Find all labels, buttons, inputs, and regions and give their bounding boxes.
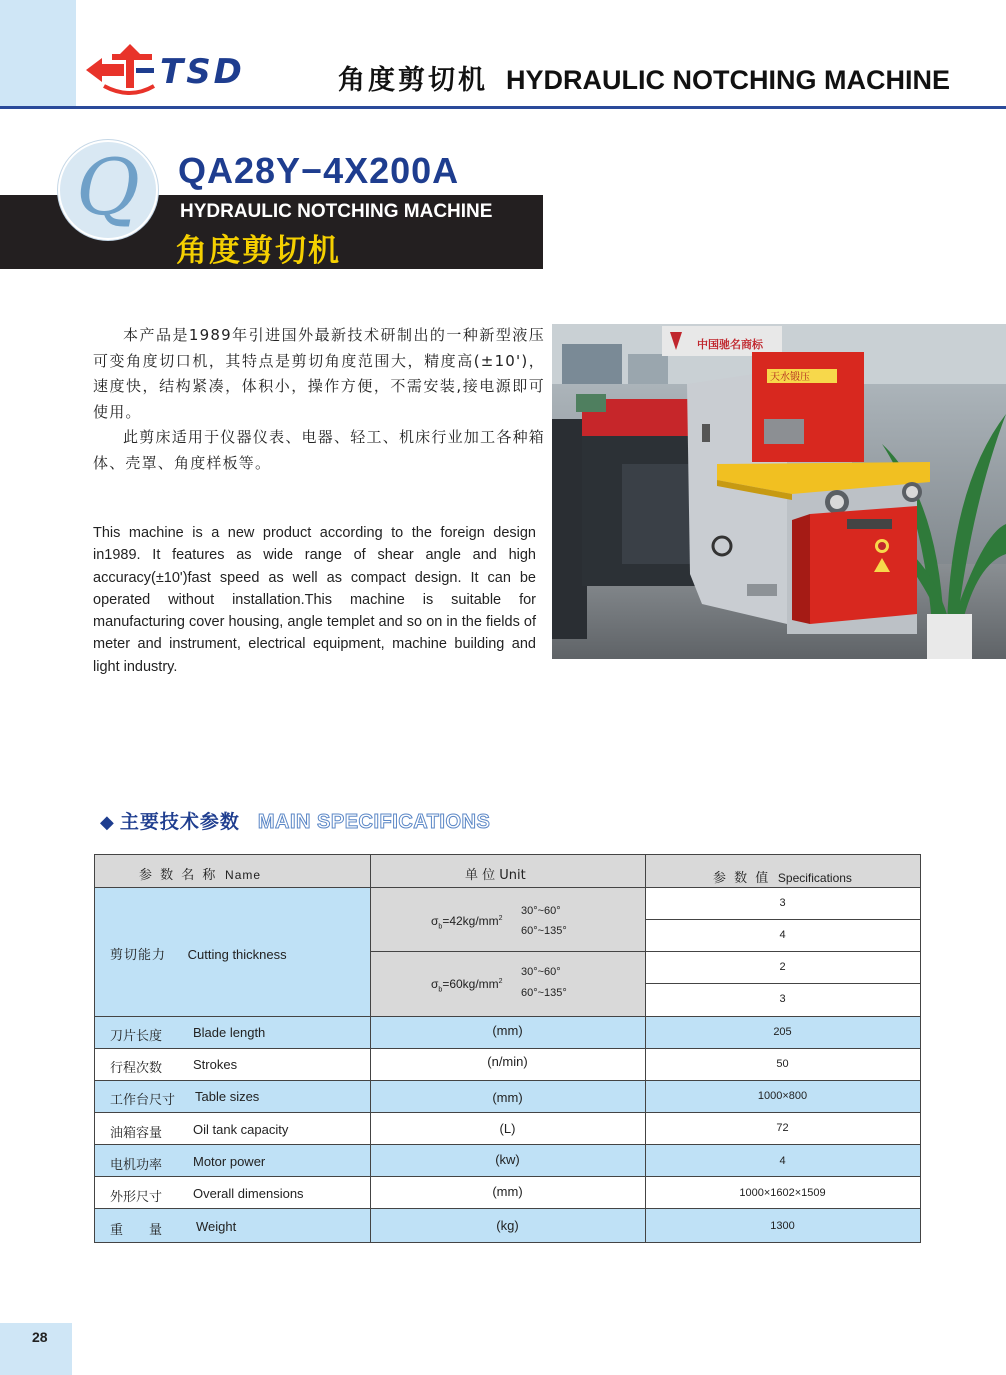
cutting-value: 3: [779, 993, 786, 1005]
row-unit: (mm): [492, 1023, 523, 1038]
cutting-value: 2: [779, 961, 786, 973]
header-accent-block: [0, 0, 76, 108]
row-name-cn: 油箱容量: [110, 1126, 163, 1141]
row-unit: (n/min): [487, 1054, 528, 1069]
row-unit: (kg): [496, 1218, 519, 1233]
row-name-cn: 重 量: [110, 1223, 163, 1238]
q-badge-letter: Q: [76, 143, 140, 233]
table-divider: [370, 951, 920, 952]
description-cn-paragraph: 本产品是1989年引进国外最新技术研制出的一种新型液压可变角度切口机，其特点是剪切角度范围大，精度高(±10')，速度快，结构紧凑，体积小，操作方便，不需安装,接电源即可使用。: [93, 326, 545, 421]
cutting-name-en: Cutting thickness: [187, 947, 287, 962]
photo-machine-label: 天水锻压: [770, 372, 810, 383]
sigma-symbol: σ: [431, 977, 439, 991]
description-cn-paragraph: 此剪床适用于仪器仪表、电器、轻工、机床行业加工各种箱体、壳罩、角度样板等。: [93, 428, 545, 472]
cutting-group1-strength: [431, 914, 503, 930]
row-unit: (mm): [492, 1090, 523, 1105]
column-header-name-en: Name: [225, 868, 262, 882]
row-name-en: Strokes: [193, 1057, 238, 1072]
cutting-group1-angle1: 30°~60°: [521, 905, 561, 917]
model-number: QA28Y−4X200A: [178, 150, 460, 191]
sigma-subscript: b: [438, 986, 443, 994]
row-name-en: Blade length: [193, 1025, 266, 1040]
column-header-name-cn: 参 数 名 称: [139, 868, 218, 883]
column-header-spec: [713, 867, 852, 886]
description-cn: [93, 323, 545, 476]
cutting-name-cn: 剪切能力: [110, 948, 167, 963]
unit-superscript: 2: [498, 915, 503, 922]
photo-sign-text: 中国驰名商标: [697, 338, 763, 351]
column-header-spec-cn: 参 数 值: [713, 871, 771, 886]
cutting-group2-angle2: 60°~135°: [521, 987, 567, 999]
row-name-cn: 刀片长度: [110, 1029, 163, 1044]
row-name-cn: 行程次数: [110, 1061, 163, 1076]
description-en: This machine is a new product according to the foreign design in1989. It features as wide range of shear angle and high accuracy(±10')fast speed as well as compact design. It can be operated without installation.This machine is suitable for manufacturing cover housing, angle templet and so on in the fields of meter and instrument, electrical equipment, machine building and light industry.: [93, 525, 536, 675]
row-unit: (L): [499, 1121, 516, 1136]
row-unit: (kw): [495, 1152, 520, 1167]
table-divider: [95, 1048, 920, 1049]
row-value: 1000×1602×1509: [739, 1187, 826, 1199]
specs-heading-cn: 主要技术参数: [119, 811, 240, 833]
table-divider: [95, 1016, 920, 1017]
page-number: 28: [32, 1329, 48, 1345]
row-name-en: Table sizes: [195, 1089, 260, 1104]
cutting-group1-angle2: 60°~135°: [521, 925, 567, 937]
specs-table: [94, 854, 921, 1243]
row-name-cn: 外形尺寸: [110, 1190, 163, 1205]
table-divider: [95, 1208, 920, 1209]
row-name-cn: 工作台尺寸: [110, 1093, 176, 1108]
table-divider: [95, 1176, 920, 1177]
row-value: 72: [776, 1122, 789, 1134]
row-name-cn: 电机功率: [110, 1158, 163, 1173]
row-value: 1000×800: [757, 1090, 808, 1102]
table-divider: [95, 1112, 920, 1113]
cutting-group2-strength: [431, 977, 503, 993]
specs-heading-en: MAIN SPECIFICATIONS: [257, 811, 491, 833]
row-name-en: Oil tank capacity: [193, 1122, 289, 1137]
product-name-cn: 角度剪切机: [176, 233, 341, 269]
page-title-cn: 角度剪切机: [338, 65, 488, 96]
row-value: 50: [776, 1058, 789, 1070]
cutting-group2-angle1: 30°~60°: [521, 966, 561, 978]
page-title-en: HYDRAULIC NOTCHING MACHINE: [506, 65, 950, 95]
column-header-unit: 单 位 Unit: [465, 868, 526, 883]
strength-value: =42kg/mm: [442, 914, 499, 928]
sigma-symbol: σ: [431, 914, 439, 928]
table-divider: [95, 1144, 920, 1145]
row-value: 205: [773, 1026, 792, 1038]
diamond-bullet-icon: ◆: [100, 812, 114, 832]
row-name-en: Overall dimensions: [193, 1186, 304, 1201]
cutting-name: [110, 944, 287, 963]
strength-value: =60kg/mm: [442, 977, 499, 991]
row-value: 4: [779, 1155, 786, 1167]
table-divider: [645, 983, 920, 984]
sigma-subscript: b: [438, 923, 443, 931]
brand-name: TSD: [160, 52, 245, 92]
row-value: 1300: [770, 1220, 795, 1232]
row-unit: (mm): [492, 1184, 523, 1199]
column-header-name: [139, 864, 261, 883]
unit-superscript: 2: [498, 978, 503, 985]
column-header-spec-en: Specifications: [777, 871, 852, 885]
header-rule: [0, 106, 1006, 109]
product-name-en: HYDRAULIC NOTCHING MACHINE: [180, 201, 493, 222]
machine-photo: [552, 324, 1006, 659]
page-title: [338, 58, 950, 97]
table-divider: [95, 1080, 920, 1081]
table-divider: [95, 887, 920, 888]
table-divider: [645, 919, 920, 920]
row-name-en: Motor power: [193, 1154, 266, 1169]
cutting-value: 3: [779, 897, 786, 909]
specs-heading: [100, 807, 490, 834]
row-name-en: Weight: [196, 1219, 237, 1234]
cutting-value: 4: [779, 929, 786, 941]
